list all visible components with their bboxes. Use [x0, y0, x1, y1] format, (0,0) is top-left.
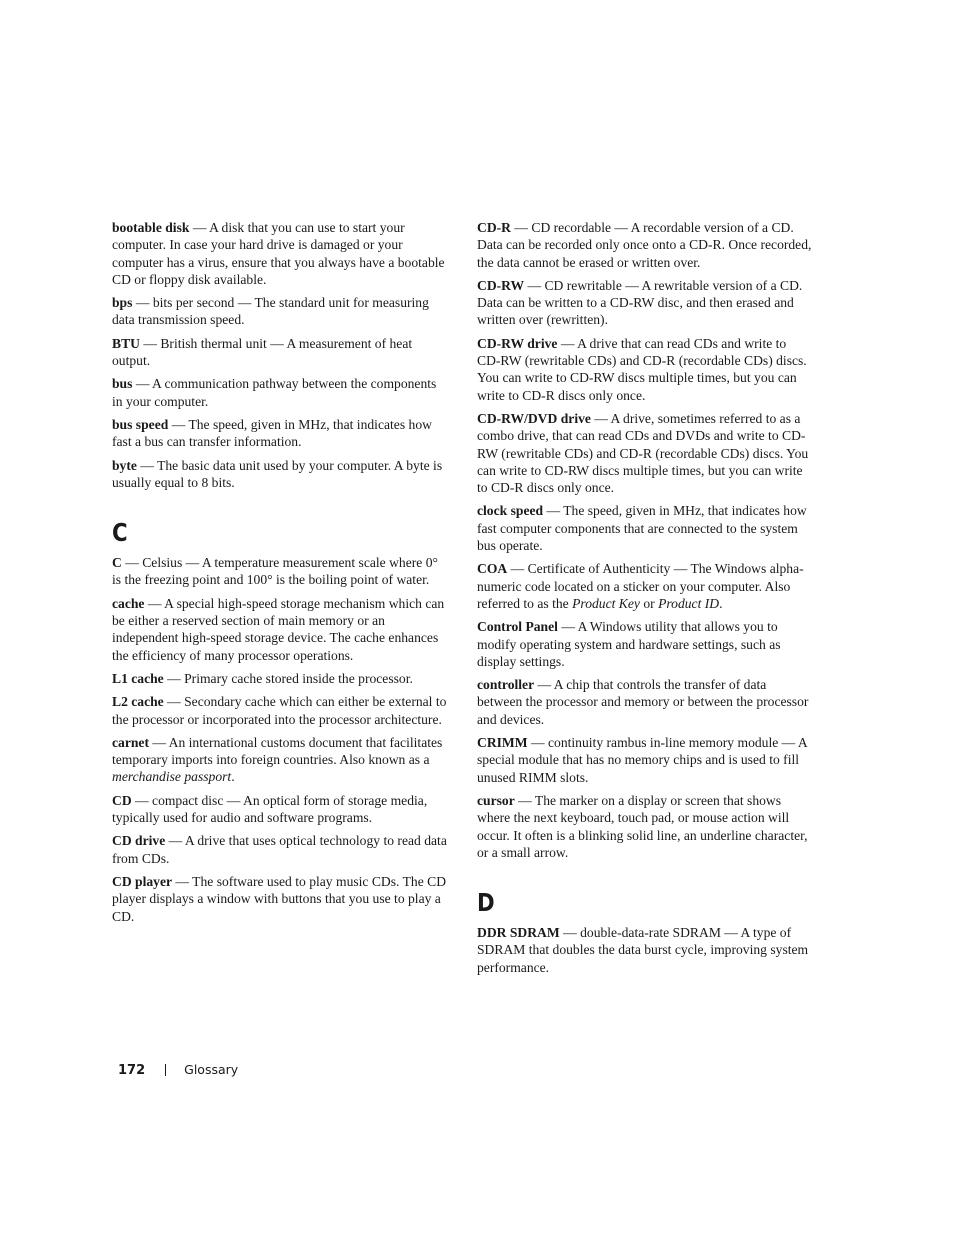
glossary-entry	[112, 693, 448, 728]
glossary-entry	[112, 873, 448, 925]
glossary-definition: — Secondary cache which can either be external to the processor or incorporated into the processor architecture.	[112, 694, 447, 727]
glossary-definition: — An international customs document that facilitates temporary imports into foreign countries. Also known as a	[112, 734, 443, 768]
glossary-definition: .	[719, 595, 723, 611]
glossary-term: byte	[112, 457, 137, 473]
footer-separator	[165, 1064, 166, 1076]
glossary-entry	[112, 219, 448, 288]
glossary-entry	[112, 375, 448, 410]
glossary-entry	[477, 676, 813, 728]
glossary-term: CRIMM	[477, 735, 528, 751]
glossary-entry	[112, 294, 448, 329]
glossary-definition: — double-data-rate SDRAM — A type of SDRAM that doubles the data burst cycle, improving system performance.	[477, 925, 809, 975]
glossary-term: C	[112, 555, 122, 571]
footer-section-title: Glossary	[184, 1062, 239, 1077]
glossary-definition: — British thermal unit — A measurement of heat output.	[112, 335, 413, 369]
right-column	[477, 219, 813, 982]
glossary-term: bus speed	[112, 416, 169, 432]
glossary-emphasis: merchandise passport	[112, 769, 232, 785]
glossary-definition: — Celsius — A temperature measurement scale where 0° is the freezing point and 100° is the boiling point of water.	[112, 555, 438, 588]
glossary-term: Control Panel	[477, 619, 558, 635]
glossary-entry	[477, 924, 813, 976]
glossary-definition: — continuity rambus in-line memory module — A special module that has no memory chips and is used to fill unused RIMM slots.	[477, 735, 807, 785]
glossary-entry	[112, 792, 448, 827]
glossary-term: CD-RW drive	[477, 335, 558, 351]
glossary-term: CD-RW	[477, 277, 525, 293]
section-heading: D	[477, 888, 495, 918]
glossary-definition: — A drive, sometimes referred to as a combo drive, that can read CDs and DVDs and write to CD-RW (rewritable CDs) and CD-R (recordable CDs) discs. You can write to CD-RW discs multiple times, but you can write to CD-R discs only once.	[477, 410, 809, 496]
glossary-definition: — A disk that you can use to start your computer. In case your hard drive is damaged or your computer has a virus, ensure that you always have a bootable CD or floppy disk available.	[112, 220, 445, 287]
glossary-term: controller	[477, 677, 535, 693]
page-number: 172	[118, 1063, 146, 1078]
glossary-entry	[112, 554, 448, 589]
glossary-entry	[477, 410, 813, 496]
left-column	[112, 219, 448, 931]
glossary-term: L1 cache	[112, 670, 164, 686]
glossary-entry	[477, 502, 813, 554]
glossary-term: DDR SDRAM	[477, 925, 560, 941]
glossary-definition: — A special high-speed storage mechanism which can be either a reserved section of main memory or an independent high-speed storage device. The cache enhances the efficiency of many processor operations.	[112, 595, 445, 663]
glossary-entry	[477, 792, 813, 861]
glossary-definition: — The software used to play music CDs. The CD player displays a window with buttons that you use to play a CD.	[112, 873, 447, 924]
glossary-definition: — The marker on a display or screen that shows where the next keyboard, touch pad, or mouse action will occur. It often is a blinking solid line, an underline character, or a small arrow.	[477, 792, 808, 860]
glossary-definition: — A communication pathway between the components in your computer.	[112, 376, 437, 409]
glossary-entry	[477, 618, 813, 670]
glossary-term: CD-RW/DVD drive	[477, 410, 591, 426]
glossary-definition: — The basic data unit used by your computer. A byte is usually equal to 8 bits.	[112, 457, 443, 490]
glossary-entry	[112, 416, 448, 451]
glossary-emphasis: Product ID	[658, 595, 720, 611]
glossary-definition: or	[639, 595, 659, 611]
glossary-definition: — CD rewritable — A rewritable version of a CD. Data can be written to a CD-RW disc, and then erased and written over (rewritten).	[477, 277, 803, 328]
glossary-entry	[112, 335, 448, 370]
glossary-entry	[112, 595, 448, 664]
glossary-definition: — Primary cache stored inside the processor.	[163, 670, 413, 686]
glossary-term: bps	[112, 295, 133, 311]
section-heading: C	[112, 518, 128, 548]
glossary-term: bus	[112, 376, 133, 392]
glossary-definition: — bits per second — The standard unit for measuring data transmission speed.	[112, 295, 429, 328]
glossary-entry	[477, 560, 813, 612]
glossary-term: CD drive	[112, 833, 166, 849]
glossary-term: carnet	[112, 734, 149, 750]
glossary-term: BTU	[112, 335, 140, 351]
glossary-entry	[112, 832, 448, 867]
glossary-definition: — The speed, given in MHz, that indicates how fast a bus can transfer information.	[112, 416, 432, 450]
glossary-term: COA	[477, 561, 508, 577]
glossary-entry	[112, 457, 448, 492]
glossary-definition: — Certificate of Authenticity — The Windows alpha-numeric code located on a sticker on your computer. Also referred to as the	[477, 561, 804, 611]
glossary-definition: .	[231, 769, 235, 785]
glossary-entry	[477, 219, 813, 271]
glossary-definition: — A drive that can read CDs and write to CD-RW (rewritable CDs) and CD-R (recordable CDs) discs. You can write to CD-RW discs multiple times, but you can write to CD-R discs only once.	[477, 335, 807, 403]
glossary-entry	[477, 277, 813, 329]
glossary-term: CD-R	[477, 220, 511, 235]
glossary-term: L2 cache	[112, 694, 164, 710]
glossary-definition: — A chip that controls the transfer of data between the processor and memory or between the processor and devices.	[477, 677, 809, 727]
glossary-definition: — The speed, given in MHz, that indicates how fast computer components that are connected to the system bus operate.	[477, 503, 807, 554]
glossary-term: CD player	[112, 873, 173, 889]
glossary-entry	[477, 335, 813, 404]
glossary-term: bootable disk	[112, 220, 190, 235]
glossary-definition: — compact disc — An optical form of storage media, typically used for audio and software programs.	[112, 792, 428, 826]
glossary-term: cache	[112, 595, 145, 611]
glossary-entry	[112, 734, 448, 786]
glossary-term: clock speed	[477, 503, 544, 519]
glossary-definition: — A Windows utility that allows you to modify operating system and hardware settings, such as display settings.	[477, 619, 781, 669]
page-footer	[118, 1062, 238, 1078]
glossary-term: CD	[112, 792, 132, 808]
glossary-definition: — A drive that uses optical technology to read data from CDs.	[112, 833, 447, 866]
glossary-definition: — CD recordable — A recordable version of a CD. Data can be recorded only once onto a CD-R. Once recorded, the data cannot be erased or written over.	[477, 220, 812, 270]
glossary-entry	[112, 670, 448, 687]
glossary-emphasis: Product Key	[572, 595, 640, 611]
glossary-entry	[477, 734, 813, 786]
glossary-term: cursor	[477, 792, 515, 808]
